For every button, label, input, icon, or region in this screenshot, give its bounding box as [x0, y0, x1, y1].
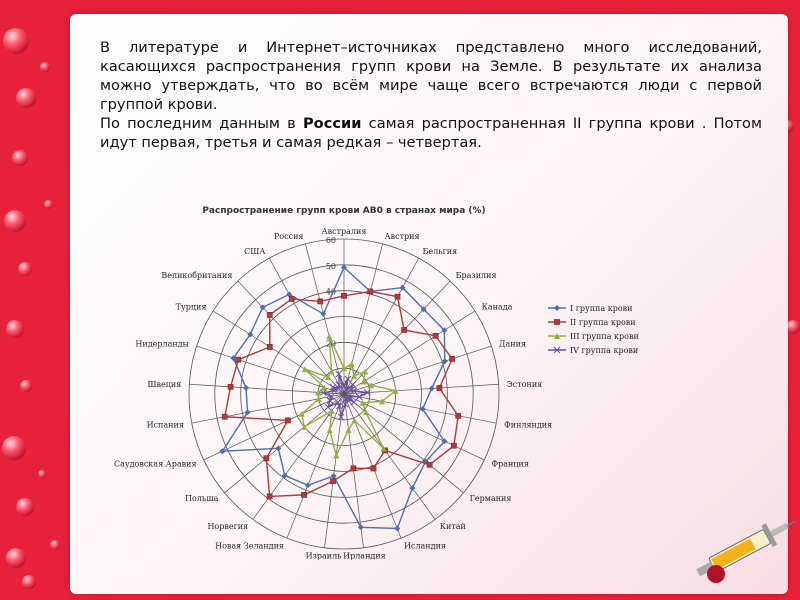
category-label: Дания: [499, 339, 527, 349]
category-label: Польша: [184, 493, 219, 503]
data-point: [331, 473, 337, 479]
legend-label: I группа крови: [570, 304, 633, 313]
data-point: [267, 344, 272, 349]
background-dot: [44, 200, 53, 209]
data-point: [350, 382, 356, 388]
category-label: Исландия: [404, 541, 446, 551]
data-point: [264, 456, 269, 461]
data-point: [456, 413, 461, 418]
chart-ticks: [326, 236, 336, 348]
legend-item: [548, 332, 639, 341]
axis-line: [204, 394, 344, 460]
category-label: Нидерланды: [135, 339, 189, 349]
data-point: [349, 361, 355, 367]
category-label: Австрия: [384, 232, 420, 242]
tick-label: 20: [325, 339, 336, 349]
data-point: [330, 479, 335, 484]
data-point: [289, 296, 294, 301]
category-label: Финляндия: [504, 420, 553, 430]
series-1: [219, 261, 447, 531]
data-point: [433, 333, 438, 338]
data-point: [267, 494, 272, 499]
category-label: Бразилия: [455, 271, 497, 281]
paragraph-2-start: По последним данным в: [100, 115, 303, 132]
category-label: Новая Зеландия: [215, 541, 284, 551]
data-point: [554, 305, 560, 311]
data-point: [395, 294, 400, 299]
background-dot: [50, 540, 60, 550]
background-dot: [6, 320, 24, 338]
data-point: [351, 466, 356, 471]
tick-label: 40: [325, 287, 336, 297]
data-point: [450, 356, 455, 361]
data-point: [351, 399, 357, 405]
category-label: Испания: [146, 420, 184, 430]
legend-label: II группа крови: [570, 318, 636, 327]
background-dot: [6, 548, 26, 568]
paragraph-1: В литературе и Интернет–источниках представлено много исследований, касающихся распространения групп крови на Земле. В результате их анализа можно утверждать, что во всём мире чаще всего встречаются люди с первой группой крови.: [100, 39, 762, 113]
syringe-icon: [690, 508, 800, 588]
category-label: Израиль: [305, 551, 342, 560]
data-point: [437, 385, 442, 390]
data-point: [358, 524, 364, 530]
data-point: [394, 526, 400, 532]
category-label: Турция: [175, 302, 207, 312]
category-label: Канада: [481, 302, 513, 312]
data-point: [368, 289, 373, 294]
data-point: [451, 443, 456, 448]
category-label: Норвегия: [207, 521, 249, 531]
category-label: Германия: [469, 493, 512, 503]
category-label: Австралия: [321, 227, 367, 236]
category-label: Ирландия: [343, 551, 386, 560]
category-label: США: [244, 247, 266, 257]
axis-line: [287, 394, 344, 538]
data-point: [327, 427, 333, 433]
category-label: Бельгия: [422, 247, 458, 257]
data-point: [267, 312, 272, 317]
data-point: [222, 414, 227, 419]
background-dot: [16, 88, 36, 108]
data-point: [427, 462, 432, 467]
data-point: [429, 385, 435, 391]
data-point: [316, 396, 322, 402]
data-point: [326, 333, 332, 339]
background-dot: [38, 470, 46, 478]
data-point: [285, 418, 290, 423]
data-point: [243, 385, 249, 391]
category-label: Саудовская Аравия: [113, 459, 197, 469]
text-block: [100, 38, 762, 152]
axis-line: [344, 394, 484, 460]
legend-item: [548, 304, 632, 313]
background-dot: [2, 436, 26, 460]
data-point: [228, 384, 233, 389]
background-dot: [18, 262, 32, 276]
category-label: Великобритания: [161, 271, 233, 281]
data-point: [301, 492, 306, 497]
legend-label: IV группа крови: [570, 346, 639, 355]
data-point: [333, 453, 339, 459]
data-point: [320, 311, 326, 317]
legend-label: III группа крови: [570, 332, 639, 341]
data-point: [305, 482, 311, 488]
data-point: [318, 299, 323, 304]
category-label: Швеция: [147, 379, 182, 389]
category-label: Китай: [439, 521, 466, 531]
data-point: [351, 373, 357, 379]
radar-chart: [100, 196, 660, 560]
data-point: [341, 293, 346, 298]
data-point: [402, 327, 407, 332]
data-point: [409, 485, 415, 491]
data-point: [371, 466, 376, 471]
legend-item: [548, 318, 636, 327]
tick-label: 50: [325, 261, 336, 271]
paragraph-2-bold: России: [302, 115, 362, 132]
paragraph-2-end: самая распространенная II группа крови . Потом идут первая, третья и самая редкая – четвертая.: [100, 115, 762, 151]
chart-title: Распространение групп крови АВ0 в странах мира (%): [202, 206, 486, 216]
data-point: [329, 368, 335, 374]
data-point: [236, 357, 241, 362]
background-dot: [16, 498, 34, 516]
data-point: [554, 319, 559, 324]
background-dot: [786, 320, 800, 334]
chart-legend: [548, 304, 639, 355]
category-label: Франция: [491, 459, 529, 469]
background-dot: [12, 150, 28, 166]
chart-series: [219, 261, 460, 531]
background-dot: [4, 210, 26, 232]
background-dot: [20, 380, 32, 392]
chart-axes: [189, 239, 498, 548]
legend-item: [548, 346, 638, 355]
tick-label: 60: [325, 236, 336, 245]
paragraph-2: [100, 114, 762, 152]
background-dot: [40, 62, 50, 72]
category-label: Россия: [273, 232, 304, 242]
background-dot: [22, 575, 36, 589]
category-label: Эстония: [506, 379, 543, 389]
background-dot: [3, 28, 29, 54]
